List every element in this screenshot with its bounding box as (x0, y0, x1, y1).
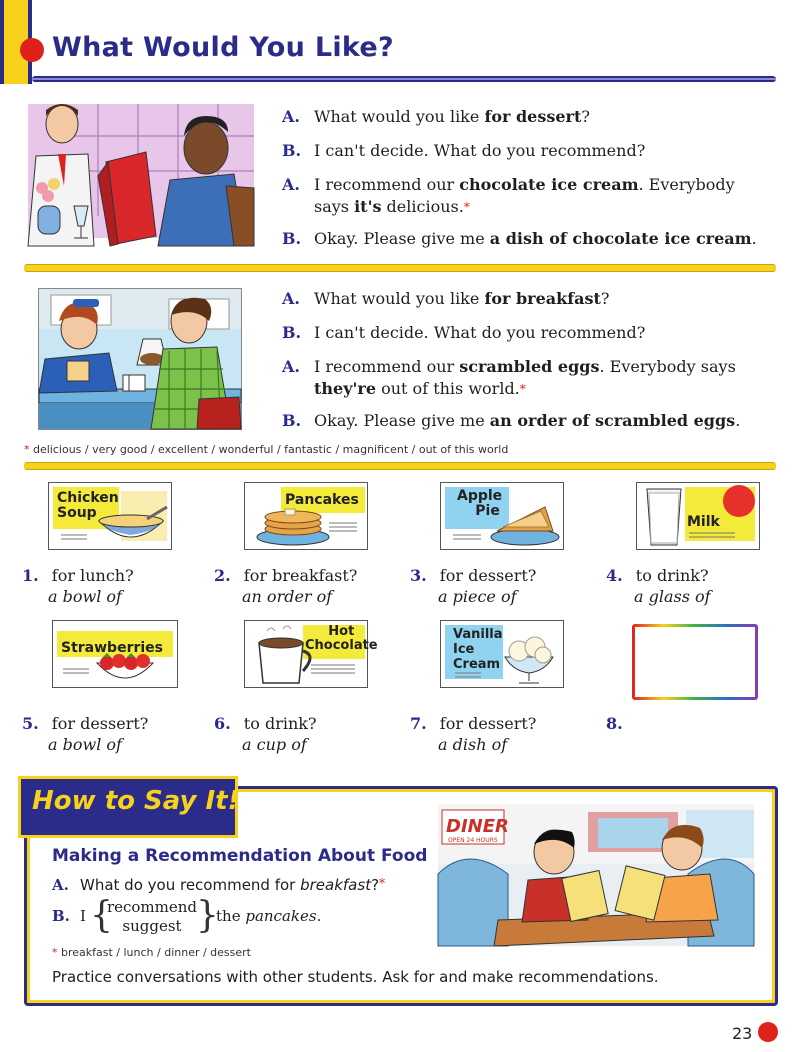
item-hint: a cup of (242, 735, 307, 754)
dialog-text: out of this world. (376, 379, 520, 398)
card-hot-chocolate (244, 620, 378, 688)
dialog-text: . Everybody (638, 175, 735, 194)
option-suggest: suggest (122, 917, 182, 935)
dialog-text: delicious. (381, 197, 464, 216)
footnote-text: delicious / very good / excellent / wonderful / fantastic / magnificent / out of this world (29, 443, 509, 456)
item-hint: a bowl of (48, 735, 122, 754)
footnote-star: * (463, 200, 470, 214)
dialog-text: What would you like (314, 107, 485, 126)
item-hint: an order of (242, 587, 333, 606)
breakfast-illustration (38, 288, 242, 430)
item-number: 1. (22, 566, 39, 585)
card-strawberries (52, 620, 178, 688)
dialog2-line4 (282, 410, 782, 432)
footnote-star: * (24, 443, 30, 456)
dialog-bold: an order of scrambled eggs (489, 411, 736, 430)
dialog-text: . Everybody says (599, 357, 736, 376)
card-chicken-soup (48, 482, 172, 550)
dialog2-line2 (282, 322, 782, 344)
item-number: 3. (410, 566, 427, 585)
section-divider (24, 462, 776, 470)
speaker-b: B. (282, 323, 302, 342)
card-label: Chocolate (305, 638, 378, 653)
dialog1-line3 (282, 174, 782, 218)
dialog-text: I recommend our (314, 357, 460, 376)
how-line-a (52, 876, 385, 894)
dialog2-line1 (282, 288, 782, 310)
how-text-italic: breakfast (300, 876, 372, 894)
item-number: 8. (606, 714, 623, 733)
item-2-caption (214, 566, 357, 606)
footnote-star: * (52, 946, 58, 959)
item-question: for lunch? (51, 566, 134, 585)
dialog-text: . (751, 229, 757, 248)
card-blank (632, 624, 758, 700)
card-apple-pie (440, 482, 564, 550)
dialog-text: I can't decide. What do you recommend? (314, 323, 646, 342)
item-number: 7. (410, 714, 427, 733)
dialog-text: Okay. Please give me (314, 411, 490, 430)
diner-sign-text: DINER (446, 816, 509, 837)
card-label: Cream (453, 657, 501, 672)
speaker-a: A. (282, 357, 300, 376)
speaker-b: B. (52, 907, 70, 925)
card-label: Apple (457, 488, 503, 504)
how-subtitle: Making a Recommendation About Food (52, 846, 428, 866)
item-6-caption (214, 714, 317, 754)
item-8-caption (606, 714, 623, 733)
item-question: for dessert? (439, 714, 537, 733)
restaurant-illustration (28, 96, 254, 246)
item-number: 2. (214, 566, 231, 585)
diner-sign-subtext: OPEN 24 HOURS (448, 837, 498, 844)
speaker-b: B. (282, 411, 302, 430)
card-label: Ice (453, 642, 475, 657)
card-label: Chicken (57, 490, 119, 506)
footnote-star: * (379, 876, 386, 890)
speaker-b: B. (282, 229, 302, 248)
card-label: Hot (328, 624, 355, 639)
item-question: to drink? (635, 566, 709, 585)
dialog-bold: they're (314, 379, 377, 398)
dialog-bold: it's (354, 197, 382, 216)
title-bullet-icon (20, 38, 44, 62)
left-brace-icon: { (90, 895, 113, 936)
dialog-bold: for dessert (484, 107, 582, 126)
card-label: Milk (687, 514, 720, 530)
footnote-star: * (519, 382, 526, 396)
dialog-bold: scrambled eggs (459, 357, 600, 376)
how-footnote (52, 946, 251, 959)
card-label: Pancakes (285, 492, 359, 508)
item-hint: a glass of (634, 587, 711, 606)
dialog1-line1 (282, 106, 782, 128)
title-divider (32, 76, 776, 82)
right-brace-icon: } (196, 895, 219, 936)
card-label: Vanilla (453, 627, 503, 642)
item-question: for dessert? (439, 566, 537, 585)
item-number: 4. (606, 566, 623, 585)
dialog-text: Okay. Please give me (314, 229, 490, 248)
item-4-caption (606, 566, 711, 606)
dialog-bold: chocolate ice cream (459, 175, 639, 194)
dialog-bold: for breakfast (484, 289, 601, 308)
how-text: ? (371, 876, 380, 894)
page-number: 23 (732, 1024, 753, 1043)
item-question: to drink? (243, 714, 317, 733)
dialog-text: What would you like (314, 289, 485, 308)
card-milk (636, 482, 760, 550)
how-text: What do you recommend for (80, 876, 301, 894)
page-title: What Would You Like? (52, 32, 395, 63)
speaker-a: A. (52, 876, 69, 894)
item-number: 5. (22, 714, 39, 733)
item-1-caption (22, 566, 134, 606)
item-hint: a dish of (438, 735, 508, 754)
dialog-text: I can't decide. What do you recommend? (314, 141, 646, 160)
dialog2-line3 (282, 356, 782, 400)
dialog1-line2 (282, 140, 782, 162)
how-to-say-it-title: How to Say It! (32, 786, 240, 816)
section-divider (24, 264, 776, 272)
card-label: Soup (57, 505, 97, 521)
how-text: I (80, 907, 86, 925)
card-label: Pie (475, 503, 500, 519)
footnote (24, 443, 508, 456)
option-recommend: recommend (106, 898, 198, 916)
item-question: for dessert? (51, 714, 149, 733)
item-3-caption (410, 566, 536, 606)
dialog-text: I recommend our (314, 175, 460, 194)
speaker-a: A. (282, 289, 300, 308)
dialog-text: ? (581, 107, 590, 126)
speaker-a: A. (282, 107, 300, 126)
diner-illustration (438, 804, 754, 946)
dialog-text: says (314, 197, 355, 216)
dialog1-line4 (282, 228, 782, 250)
speaker-a: A. (282, 175, 300, 194)
card-pancakes (244, 482, 368, 550)
dialog-text: ? (600, 289, 610, 308)
item-5-caption (22, 714, 148, 754)
item-question: for breakfast? (243, 566, 358, 585)
how-text: the pancakes. (216, 907, 322, 925)
item-hint: a bowl of (48, 587, 122, 606)
dialog-bold: a dish of chocolate ice cream (489, 229, 752, 248)
dialog-text: . (735, 411, 741, 430)
card-vanilla-ice-cream (440, 620, 564, 688)
item-hint: a piece of (438, 587, 517, 606)
item-7-caption (410, 714, 536, 754)
page-bullet-icon (758, 1022, 778, 1042)
card-label: Strawberries (61, 640, 164, 656)
speaker-b: B. (282, 141, 302, 160)
practice-instructions: Practice conversations with other students. Ask for and make recommendations. (52, 968, 659, 986)
item-number: 6. (214, 714, 231, 733)
footnote-text: breakfast / lunch / dinner / dessert (57, 946, 251, 959)
